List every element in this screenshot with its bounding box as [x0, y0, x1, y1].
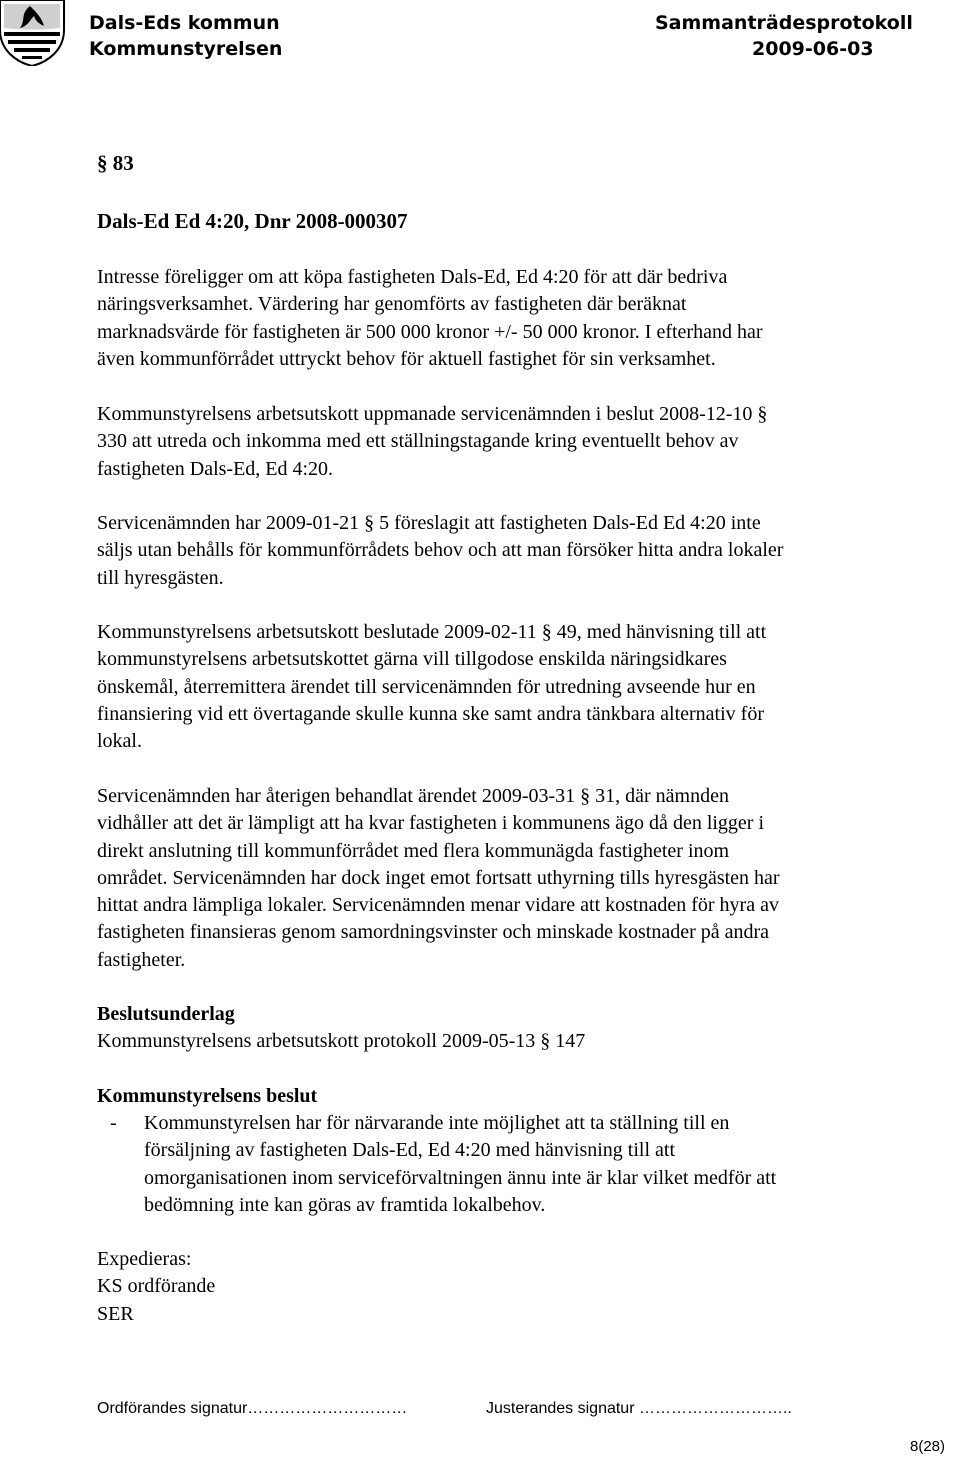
paragraph-3 — [97, 510, 912, 592]
paragraph-1 — [97, 264, 912, 373]
text-line: Intresse föreligger om att köpa fastigheten Dals-Ed, Ed 4:20 för att där bedriva — [97, 266, 728, 288]
text-line: fastigheten finansieras genom samordningsvinster och minskade kostnader på andra — [97, 921, 770, 944]
text-line: Kommunstyrelsen har för närvarande inte möjlighet att ta ställning till en — [144, 1112, 730, 1134]
dispatch-recipient: SER — [97, 1302, 134, 1325]
decision-basis — [97, 1001, 912, 1056]
meeting-date: 2009-06-03 — [752, 38, 874, 60]
section-number: § 83 — [97, 151, 134, 175]
text-line: Kommunstyrelsens arbetsutskott uppmanade servicenämnden i beslut 2008-12-10 § — [97, 403, 768, 425]
text-line: omorganisationen inom serviceförvaltningen ännu inte är klar vilket medför att — [144, 1166, 777, 1189]
municipal-logo-icon — [0, 0, 66, 66]
text-line: direkt anslutning till kommunförrådet med flera kommunägda fastigheter inom — [97, 839, 730, 862]
paragraph-4 — [97, 619, 912, 755]
dispatch-heading: Expedieras: — [97, 1248, 192, 1270]
dispatch-block — [97, 1246, 912, 1328]
decision-bullet: - — [110, 1112, 117, 1134]
text-line: vidhåller att det är lämpligt att ha kvar fastigheten i kommunens ägo då den ligger i — [97, 812, 765, 835]
text-line: Servicenämnden har 2009-01-21 § 5 föreslagit att fastigheten Dals-Ed Ed 4:20 inte — [97, 512, 761, 534]
text-line: Kommunstyrelsens arbetsutskott beslutade 2009-02-11 § 49, med hänvisning till att — [97, 621, 767, 643]
text-line: bedömning inte kan göras av framtida lokalbehov. — [144, 1193, 546, 1216]
text-line: området. Servicenämnden har dock inget emot fortsatt uthyrning tills hyresgästen har — [97, 866, 780, 889]
chair-signature-field: Ordförandes signatur………………………… — [97, 1400, 408, 1417]
text-line: även kommunförrådet uttryckt behov för aktuell fastighet för sin verksamhet. — [97, 347, 716, 370]
text-line: kommunstyrelsens arbetsutskottet gärna vill tillgodose enskilda näringsidkares — [97, 648, 727, 671]
decision-text — [144, 1110, 904, 1219]
text-line: försäljning av fastigheten Dals-Ed, Ed 4:20 med hänvisning till att — [144, 1139, 676, 1162]
page-number: 8(28) — [910, 1438, 946, 1455]
paragraph-5 — [97, 783, 912, 974]
text-line: fastigheten Dals-Ed, Ed 4:20. — [97, 457, 334, 480]
basis-heading: Beslutsunderlag — [97, 1003, 235, 1025]
text-line: finansiering vid ett övertagande skulle kunna ske samt andra tänkbara alternativ för — [97, 702, 764, 725]
text-line: 330 att utreda och inkomma med ett ställningstagande kring eventuellt behov av — [97, 430, 739, 453]
board-name: Kommunstyrelsen — [89, 38, 283, 60]
text-line: fastigheter. — [97, 948, 186, 971]
document-type: Sammanträdesprotokoll — [655, 12, 913, 34]
text-line: näringsverksamhet. Värdering har genomförts av fastigheten där beräknat — [97, 293, 687, 316]
dispatch-recipient: KS ordförande — [97, 1275, 216, 1298]
text-line: till hyresgästen. — [97, 566, 224, 589]
adjuster-signature-field: Justerandes signatur ……………………….. — [486, 1400, 792, 1417]
basis-text: Kommunstyrelsens arbetsutskott protokoll 2009-05-13 § 147 — [97, 1030, 586, 1053]
decision-heading: Kommunstyrelsens beslut — [97, 1085, 318, 1107]
text-line: säljs utan behålls för kommunförrådets behov och att man försöker hitta andra lokaler — [97, 539, 784, 562]
text-line: Servicenämnden har återigen behandlat ärendet 2009-03-31 § 31, där nämnden — [97, 785, 729, 807]
text-line: marknadsvärde för fastigheten är 500 000 kronor +/- 50 000 kronor. I efterhand har — [97, 320, 763, 343]
text-line: lokal. — [97, 730, 142, 753]
text-line: hittat andra lämpliga lokaler. Servicenämnden menar vidare att kostnaden för hyra av — [97, 894, 779, 917]
municipality-name: Dals-Eds kommun — [89, 12, 280, 34]
section-title: Dals-Ed Ed 4:20, Dnr 2008-000307 — [97, 209, 408, 233]
text-line: önskemål, återremittera ärendet till servicenämnden för utredning avseende hur en — [97, 675, 756, 698]
paragraph-2 — [97, 401, 912, 483]
